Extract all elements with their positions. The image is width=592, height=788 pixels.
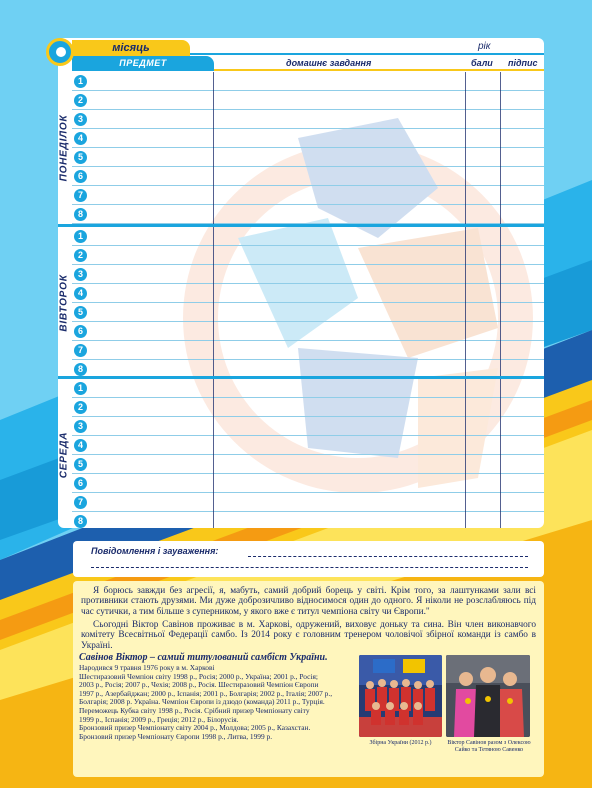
lesson-row[interactable] — [72, 417, 544, 436]
notes-section — [73, 541, 544, 577]
lesson-number: 1 — [74, 75, 87, 88]
column-divider — [465, 227, 466, 379]
lesson-number: 2 — [74, 249, 87, 262]
bio-line: 1999 р., Іспанія; 2009 р., Греція; 2012 р., Білорусія. — [79, 715, 239, 724]
lesson-number: 6 — [74, 170, 87, 183]
athlete-article — [73, 581, 544, 777]
day-block-monday — [58, 72, 544, 224]
grade-column-label: бали — [471, 58, 493, 68]
lesson-number: 3 — [74, 420, 87, 433]
lesson-number: 5 — [74, 151, 87, 164]
lesson-number: 3 — [74, 268, 87, 281]
lesson-row[interactable] — [72, 246, 544, 265]
lesson-row[interactable] — [72, 72, 544, 91]
column-divider — [500, 72, 501, 224]
lesson-row[interactable] — [72, 129, 544, 148]
lesson-row[interactable] — [72, 227, 544, 246]
subject-column-label: ПРЕДМЕТ — [72, 56, 214, 71]
athletes-photo-caption: Віктор Савінов разом з Олексою Сайко та Тетяною Савенко — [447, 740, 531, 753]
bio-title: Савінов Віктор – самий титулований самбіст України. — [79, 652, 328, 663]
bio-list — [79, 664, 361, 741]
column-header — [58, 56, 544, 71]
day-block-tuesday — [58, 224, 544, 376]
lesson-number: 4 — [74, 132, 87, 145]
lesson-number: 7 — [74, 496, 87, 509]
bio-line: Болгарія; 2008 р. Україна. Чемпіон Європи із дзюдо (команда) 2011 р., Турція. — [79, 698, 325, 707]
lesson-number: 5 — [74, 306, 87, 319]
lesson-number: 2 — [74, 401, 87, 414]
lesson-row[interactable] — [72, 265, 544, 284]
planner-logo-icon — [46, 38, 74, 66]
month-label: місяць — [72, 40, 190, 56]
notes-line[interactable] — [248, 556, 528, 557]
lesson-number: 6 — [74, 477, 87, 490]
lesson-number: 5 — [74, 458, 87, 471]
lesson-number: 2 — [74, 94, 87, 107]
month-underline — [190, 53, 544, 55]
lesson-number: 4 — [74, 439, 87, 452]
lesson-row[interactable] — [72, 148, 544, 167]
column-header-underline — [214, 69, 544, 71]
lesson-row[interactable] — [72, 110, 544, 129]
lesson-number: 8 — [74, 363, 87, 376]
homework-column-label: домашнє завдання — [286, 58, 372, 68]
lesson-row[interactable] — [72, 455, 544, 474]
lesson-row[interactable] — [72, 167, 544, 186]
lesson-row[interactable] — [72, 284, 544, 303]
lesson-number: 7 — [74, 344, 87, 357]
lesson-number: 8 — [74, 515, 87, 528]
planner-sheet — [58, 38, 544, 528]
lesson-row[interactable] — [72, 474, 544, 493]
lesson-row[interactable] — [72, 436, 544, 455]
bio-line: 1997 р., Азербайджан; 2000 р., Іспанія; 2001 р., Болгарія; 2002 р., Італія; 2007 р., — [79, 689, 333, 698]
sign-column-label: підпис — [508, 58, 538, 68]
day-label: СЕРЕДА — [58, 431, 70, 479]
lesson-number: 3 — [74, 113, 87, 126]
bio-line: 2003 р., Росія; 2007 р., Чехія; 2008 р., Росія. Шестиразовий Чемпіон Європи — [79, 681, 319, 690]
day-label: ВІВТОРОК — [58, 274, 70, 332]
lesson-row[interactable] — [72, 303, 544, 322]
lesson-row[interactable] — [72, 91, 544, 110]
lesson-row[interactable] — [72, 398, 544, 417]
day-block-wednesday — [58, 376, 544, 528]
lesson-number: 7 — [74, 189, 87, 202]
column-divider — [213, 379, 214, 528]
lesson-number: 1 — [74, 230, 87, 243]
month-header — [58, 38, 544, 55]
day-label: ПОНЕДІЛОК — [58, 114, 70, 182]
column-divider — [500, 379, 501, 528]
lesson-number: 6 — [74, 325, 87, 338]
lesson-number: 4 — [74, 287, 87, 300]
lesson-row[interactable] — [72, 379, 544, 398]
column-divider — [465, 379, 466, 528]
column-divider — [500, 227, 501, 379]
lesson-row[interactable] — [72, 493, 544, 512]
notes-label: Повідомлення і зауваження: — [91, 546, 219, 556]
bio-line: Народився 9 травня 1976 року в м. Харкові — [79, 664, 215, 672]
bio-line: Бронзовий призер Чемпіонату Європи 1998 р., Литва, 1999 р. — [79, 732, 273, 741]
athletes-photo — [446, 655, 530, 737]
lesson-row[interactable] — [72, 186, 544, 205]
week-days — [58, 72, 544, 528]
lesson-row[interactable] — [72, 205, 544, 224]
lesson-row[interactable] — [72, 512, 544, 528]
team-photo — [359, 655, 442, 737]
team-photo-caption: Збірна України (2012 р.) — [369, 740, 432, 746]
lesson-number: 8 — [74, 208, 87, 221]
bio-line: Бронзовий призер Чемпіонату світу 2004 р., Молдова; 2005 р., Казахстан. — [79, 724, 311, 733]
quote-paragraph: Я борюсь завжди без агресії, я, мабуть, самий добрий борець у світі. Крім того, за лаштунками зали всі противники стають друзями. Ми дуже доброзичливо відносимося один до одного. Я ніколи не розслабляюсь під час сутички, а тим більше з суперником, у якого вже є титул чемпіона світу чи Європи." — [81, 586, 536, 617]
bio-paragraph: Сьогодні Віктор Савінов проживає в м. Харкові, одружений, виховує доньку та сина. Він член виконавчого комітету Всесвітньої Федерації самбо. Із 2014 року є головним тренером чоловічої збірної команди із самбо в Україні. — [81, 620, 536, 651]
bio-line: Переможець Кубка світу 1998 р., Росія. Срібний призер Чемпіонату світу — [79, 706, 310, 715]
column-divider — [465, 72, 466, 224]
lesson-row[interactable] — [72, 322, 544, 341]
year-label: рік — [478, 41, 491, 52]
notes-line[interactable] — [91, 567, 528, 568]
column-divider — [213, 72, 214, 224]
lesson-row[interactable] — [72, 341, 544, 360]
lesson-number: 1 — [74, 382, 87, 395]
column-divider — [213, 227, 214, 379]
bio-line: Шестиразовий Чемпіон світу 1998 р., Росія; 2000 р., Україна; 2001 р., Росія; — [79, 672, 318, 681]
